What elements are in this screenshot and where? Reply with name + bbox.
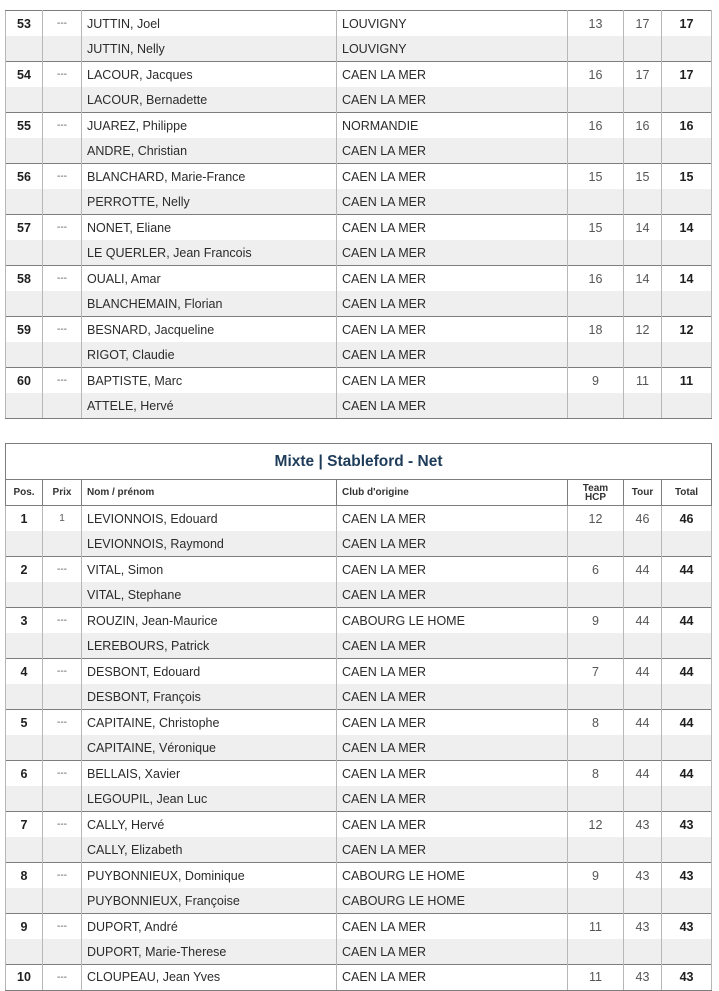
table-row	[6, 812, 712, 838]
header-team-hcp-line1: Team	[582, 482, 609, 494]
club-cell: CAEN LA MER	[337, 761, 568, 787]
tour-cell: 43	[624, 914, 662, 940]
table-row	[6, 914, 712, 940]
club-cell: CAEN LA MER	[337, 582, 568, 608]
player-name-cell: ROUZIN, Jean-Maurice	[82, 608, 337, 634]
tour-cell	[624, 786, 662, 812]
prix-cell	[43, 36, 82, 62]
total-cell: 46	[662, 506, 712, 532]
table-row	[6, 138, 712, 164]
position-cell	[6, 684, 43, 710]
player-name-cell: LE QUERLER, Jean Francois	[82, 240, 337, 266]
header-tour: Tour	[624, 480, 662, 506]
position-cell	[6, 582, 43, 608]
total-cell	[662, 189, 712, 215]
total-cell: 43	[662, 914, 712, 940]
club-cell: LOUVIGNY	[337, 11, 568, 37]
player-name-cell: BELLAIS, Xavier	[82, 761, 337, 787]
tour-cell	[624, 582, 662, 608]
position-cell: 58	[6, 266, 43, 292]
tour-cell	[624, 735, 662, 761]
table-row	[6, 164, 712, 190]
total-cell	[662, 837, 712, 863]
table-row	[6, 240, 712, 266]
total-cell	[662, 939, 712, 965]
team-hcp-cell	[568, 393, 624, 419]
club-cell: CAEN LA MER	[337, 215, 568, 241]
table-row	[6, 393, 712, 419]
club-cell: CABOURG LE HOME	[337, 863, 568, 889]
prix-cell: ---	[43, 317, 82, 343]
total-cell	[662, 393, 712, 419]
position-cell: 57	[6, 215, 43, 241]
tour-cell	[624, 684, 662, 710]
position-cell: 10	[6, 965, 43, 991]
team-hcp-cell: 7	[568, 659, 624, 685]
table-row	[6, 531, 712, 557]
player-name-cell: LACOUR, Bernadette	[82, 87, 337, 113]
total-cell	[662, 786, 712, 812]
table-row	[6, 888, 712, 914]
total-cell: 44	[662, 761, 712, 787]
total-cell: 12	[662, 317, 712, 343]
position-cell	[6, 531, 43, 557]
prix-cell: ---	[43, 761, 82, 787]
player-name-cell: VITAL, Stephane	[82, 582, 337, 608]
tour-cell: 43	[624, 812, 662, 838]
header-total: Total	[662, 480, 712, 506]
total-cell: 44	[662, 659, 712, 685]
prix-cell	[43, 531, 82, 557]
team-hcp-cell: 9	[568, 368, 624, 394]
header-prix: Prix	[43, 480, 82, 506]
player-name-cell: LEREBOURS, Patrick	[82, 633, 337, 659]
player-name-cell: DESBONT, François	[82, 684, 337, 710]
club-cell: CAEN LA MER	[337, 506, 568, 532]
position-cell	[6, 888, 43, 914]
tour-cell	[624, 87, 662, 113]
player-name-cell: PUYBONNIEUX, Françoise	[82, 888, 337, 914]
team-hcp-cell: 8	[568, 710, 624, 736]
club-cell: CAEN LA MER	[337, 393, 568, 419]
tour-cell: 44	[624, 608, 662, 634]
team-hcp-cell	[568, 684, 624, 710]
player-name-cell: PERROTTE, Nelly	[82, 189, 337, 215]
position-cell: 54	[6, 62, 43, 88]
prix-cell	[43, 939, 82, 965]
club-cell: CABOURG LE HOME	[337, 888, 568, 914]
table-row	[6, 266, 712, 292]
table-row	[6, 659, 712, 685]
team-hcp-cell	[568, 342, 624, 368]
total-cell: 14	[662, 215, 712, 241]
club-cell: CAEN LA MER	[337, 633, 568, 659]
team-hcp-cell	[568, 531, 624, 557]
position-cell: 55	[6, 113, 43, 139]
club-cell: CAEN LA MER	[337, 240, 568, 266]
prix-cell: ---	[43, 965, 82, 991]
position-cell: 3	[6, 608, 43, 634]
prix-cell: 1	[43, 506, 82, 532]
table-row	[6, 633, 712, 659]
team-hcp-cell: 12	[568, 812, 624, 838]
header-team-hcp-line2: HCP	[584, 491, 607, 503]
position-cell: 1	[6, 506, 43, 532]
player-name-cell: JUAREZ, Philippe	[82, 113, 337, 139]
club-cell: CAEN LA MER	[337, 368, 568, 394]
position-cell: 2	[6, 557, 43, 583]
tour-cell: 14	[624, 215, 662, 241]
tour-cell	[624, 837, 662, 863]
club-cell: CAEN LA MER	[337, 189, 568, 215]
club-cell: CAEN LA MER	[337, 965, 568, 991]
player-name-cell: NONET, Eliane	[82, 215, 337, 241]
total-cell	[662, 36, 712, 62]
prix-cell	[43, 138, 82, 164]
team-hcp-cell: 13	[568, 11, 624, 37]
table-row	[6, 761, 712, 787]
team-hcp-cell	[568, 786, 624, 812]
tour-cell: 44	[624, 710, 662, 736]
tour-cell: 17	[624, 62, 662, 88]
total-cell	[662, 633, 712, 659]
table-title: Mixte | Stableford - Net	[6, 444, 712, 480]
team-hcp-cell	[568, 36, 624, 62]
position-cell: 7	[6, 812, 43, 838]
club-cell: CAEN LA MER	[337, 786, 568, 812]
team-hcp-cell: 16	[568, 266, 624, 292]
player-name-cell: DESBONT, Edouard	[82, 659, 337, 685]
team-hcp-cell: 8	[568, 761, 624, 787]
position-cell: 5	[6, 710, 43, 736]
prix-cell	[43, 582, 82, 608]
team-hcp-cell: 15	[568, 164, 624, 190]
total-cell: 43	[662, 863, 712, 889]
prix-cell	[43, 735, 82, 761]
team-hcp-cell	[568, 291, 624, 317]
prix-cell	[43, 189, 82, 215]
table-row	[6, 608, 712, 634]
position-cell: 56	[6, 164, 43, 190]
total-cell: 16	[662, 113, 712, 139]
table-row	[6, 113, 712, 139]
table-row	[6, 582, 712, 608]
total-cell: 43	[662, 812, 712, 838]
team-hcp-cell	[568, 735, 624, 761]
club-cell: CAEN LA MER	[337, 164, 568, 190]
prix-cell	[43, 837, 82, 863]
prix-cell: ---	[43, 215, 82, 241]
tour-cell: 44	[624, 659, 662, 685]
position-cell	[6, 939, 43, 965]
position-cell: 60	[6, 368, 43, 394]
position-cell	[6, 36, 43, 62]
tour-cell	[624, 138, 662, 164]
team-hcp-cell: 15	[568, 215, 624, 241]
player-name-cell: CALLY, Elizabeth	[82, 837, 337, 863]
tour-cell: 11	[624, 368, 662, 394]
club-cell: CAEN LA MER	[337, 684, 568, 710]
prix-cell: ---	[43, 608, 82, 634]
player-name-cell: LACOUR, Jacques	[82, 62, 337, 88]
player-name-cell: DUPORT, Marie-Therese	[82, 939, 337, 965]
table-row	[6, 62, 712, 88]
table-row	[6, 36, 712, 62]
club-cell: CAEN LA MER	[337, 710, 568, 736]
player-name-cell: CAPITAINE, Christophe	[82, 710, 337, 736]
team-hcp-cell: 16	[568, 113, 624, 139]
club-cell: CAEN LA MER	[337, 939, 568, 965]
player-name-cell: CALLY, Hervé	[82, 812, 337, 838]
total-cell: 44	[662, 557, 712, 583]
total-cell: 14	[662, 266, 712, 292]
prix-cell: ---	[43, 710, 82, 736]
table-row	[6, 710, 712, 736]
header-club: Club d'origine	[337, 480, 568, 506]
position-cell: 53	[6, 11, 43, 37]
tour-cell: 44	[624, 557, 662, 583]
prix-cell	[43, 684, 82, 710]
club-cell: NORMANDIE	[337, 113, 568, 139]
total-cell: 15	[662, 164, 712, 190]
position-cell: 9	[6, 914, 43, 940]
prix-cell: ---	[43, 368, 82, 394]
tour-cell: 15	[624, 164, 662, 190]
team-hcp-cell	[568, 189, 624, 215]
table-row	[6, 557, 712, 583]
position-cell	[6, 633, 43, 659]
prix-cell	[43, 291, 82, 317]
total-cell: 17	[662, 11, 712, 37]
position-cell	[6, 786, 43, 812]
team-hcp-cell	[568, 633, 624, 659]
total-cell	[662, 138, 712, 164]
team-hcp-cell	[568, 888, 624, 914]
table-row	[6, 786, 712, 812]
club-cell: CAEN LA MER	[337, 735, 568, 761]
prix-cell	[43, 87, 82, 113]
position-cell	[6, 138, 43, 164]
table-row	[6, 317, 712, 343]
table-row	[6, 506, 712, 532]
total-cell	[662, 342, 712, 368]
team-hcp-cell	[568, 582, 624, 608]
position-cell	[6, 291, 43, 317]
club-cell: CAEN LA MER	[337, 342, 568, 368]
player-name-cell: CLOUPEAU, Jean Yves	[82, 965, 337, 991]
team-hcp-cell: 11	[568, 914, 624, 940]
total-cell: 11	[662, 368, 712, 394]
header-team-hcp	[568, 480, 624, 506]
position-cell	[6, 393, 43, 419]
table-header-row	[6, 480, 712, 506]
club-cell: CABOURG LE HOME	[337, 608, 568, 634]
team-hcp-cell: 11	[568, 965, 624, 991]
position-cell: 8	[6, 863, 43, 889]
position-cell	[6, 837, 43, 863]
prix-cell: ---	[43, 164, 82, 190]
player-name-cell: BAPTISTE, Marc	[82, 368, 337, 394]
club-cell: CAEN LA MER	[337, 914, 568, 940]
tour-cell	[624, 393, 662, 419]
results-table-mixte-stableford-net	[5, 443, 712, 991]
player-name-cell: LEGOUPIL, Jean Luc	[82, 786, 337, 812]
tour-cell: 43	[624, 863, 662, 889]
tour-cell	[624, 633, 662, 659]
position-cell: 6	[6, 761, 43, 787]
total-cell	[662, 888, 712, 914]
club-cell: CAEN LA MER	[337, 557, 568, 583]
table-row	[6, 939, 712, 965]
table-row	[6, 684, 712, 710]
player-name-cell: VITAL, Simon	[82, 557, 337, 583]
prix-cell: ---	[43, 863, 82, 889]
team-hcp-cell: 9	[568, 608, 624, 634]
tour-cell: 17	[624, 11, 662, 37]
tour-cell	[624, 291, 662, 317]
club-cell: LOUVIGNY	[337, 36, 568, 62]
tour-cell	[624, 189, 662, 215]
table-row	[6, 342, 712, 368]
total-cell: 43	[662, 965, 712, 991]
club-cell: CAEN LA MER	[337, 659, 568, 685]
player-name-cell: DUPORT, André	[82, 914, 337, 940]
player-name-cell: BESNARD, Jacqueline	[82, 317, 337, 343]
tour-cell: 43	[624, 965, 662, 991]
table-row	[6, 11, 712, 37]
club-cell: CAEN LA MER	[337, 812, 568, 838]
club-cell: CAEN LA MER	[337, 62, 568, 88]
team-hcp-cell: 18	[568, 317, 624, 343]
prix-cell	[43, 786, 82, 812]
header-pos: Pos.	[6, 480, 43, 506]
player-name-cell: PUYBONNIEUX, Dominique	[82, 863, 337, 889]
player-name-cell: LEVIONNOIS, Edouard	[82, 506, 337, 532]
player-name-cell: ANDRE, Christian	[82, 138, 337, 164]
total-cell: 17	[662, 62, 712, 88]
team-hcp-cell: 6	[568, 557, 624, 583]
player-name-cell: BLANCHEMAIN, Florian	[82, 291, 337, 317]
prix-cell: ---	[43, 557, 82, 583]
table-row	[6, 291, 712, 317]
table-row	[6, 189, 712, 215]
table-row	[6, 863, 712, 889]
tour-cell	[624, 240, 662, 266]
player-name-cell: JUTTIN, Joel	[82, 11, 337, 37]
team-hcp-cell: 12	[568, 506, 624, 532]
table-title-row	[6, 444, 712, 480]
total-cell	[662, 87, 712, 113]
team-hcp-cell: 16	[568, 62, 624, 88]
tour-cell: 12	[624, 317, 662, 343]
tour-cell	[624, 342, 662, 368]
tour-cell	[624, 36, 662, 62]
player-name-cell: RIGOT, Claudie	[82, 342, 337, 368]
total-cell: 44	[662, 608, 712, 634]
team-hcp-cell	[568, 87, 624, 113]
player-name-cell: BLANCHARD, Marie-France	[82, 164, 337, 190]
prix-cell	[43, 633, 82, 659]
tour-cell: 16	[624, 113, 662, 139]
position-cell: 4	[6, 659, 43, 685]
total-cell	[662, 291, 712, 317]
position-cell	[6, 342, 43, 368]
prix-cell: ---	[43, 659, 82, 685]
table-row	[6, 837, 712, 863]
club-cell: CAEN LA MER	[337, 138, 568, 164]
team-hcp-cell	[568, 837, 624, 863]
table-row	[6, 735, 712, 761]
prix-cell: ---	[43, 11, 82, 37]
club-cell: CAEN LA MER	[337, 317, 568, 343]
tour-cell: 44	[624, 761, 662, 787]
team-hcp-cell: 9	[568, 863, 624, 889]
table-row	[6, 368, 712, 394]
player-name-cell: OUALI, Amar	[82, 266, 337, 292]
results-table-previous	[5, 10, 712, 419]
player-name-cell: ATTELE, Hervé	[82, 393, 337, 419]
team-hcp-cell	[568, 240, 624, 266]
position-cell: 59	[6, 317, 43, 343]
tour-cell: 46	[624, 506, 662, 532]
player-name-cell: JUTTIN, Nelly	[82, 36, 337, 62]
tour-cell	[624, 531, 662, 557]
club-cell: CAEN LA MER	[337, 266, 568, 292]
total-cell	[662, 735, 712, 761]
tour-cell: 14	[624, 266, 662, 292]
total-cell	[662, 684, 712, 710]
table-row	[6, 215, 712, 241]
tour-cell	[624, 939, 662, 965]
position-cell	[6, 735, 43, 761]
table-row	[6, 87, 712, 113]
total-cell: 44	[662, 710, 712, 736]
total-cell	[662, 240, 712, 266]
table-row	[6, 965, 712, 991]
position-cell	[6, 87, 43, 113]
team-hcp-cell	[568, 138, 624, 164]
club-cell: CAEN LA MER	[337, 87, 568, 113]
prix-cell: ---	[43, 914, 82, 940]
team-hcp-cell	[568, 939, 624, 965]
player-name-cell: CAPITAINE, Véronique	[82, 735, 337, 761]
prix-cell: ---	[43, 812, 82, 838]
prix-cell: ---	[43, 62, 82, 88]
prix-cell	[43, 342, 82, 368]
club-cell: CAEN LA MER	[337, 837, 568, 863]
total-cell	[662, 582, 712, 608]
player-name-cell: LEVIONNOIS, Raymond	[82, 531, 337, 557]
tour-cell	[624, 888, 662, 914]
prix-cell	[43, 888, 82, 914]
club-cell: CAEN LA MER	[337, 531, 568, 557]
prix-cell: ---	[43, 113, 82, 139]
position-cell	[6, 189, 43, 215]
prix-cell: ---	[43, 266, 82, 292]
club-cell: CAEN LA MER	[337, 291, 568, 317]
header-name: Nom / prénom	[82, 480, 337, 506]
position-cell	[6, 240, 43, 266]
prix-cell	[43, 393, 82, 419]
prix-cell	[43, 240, 82, 266]
total-cell	[662, 531, 712, 557]
